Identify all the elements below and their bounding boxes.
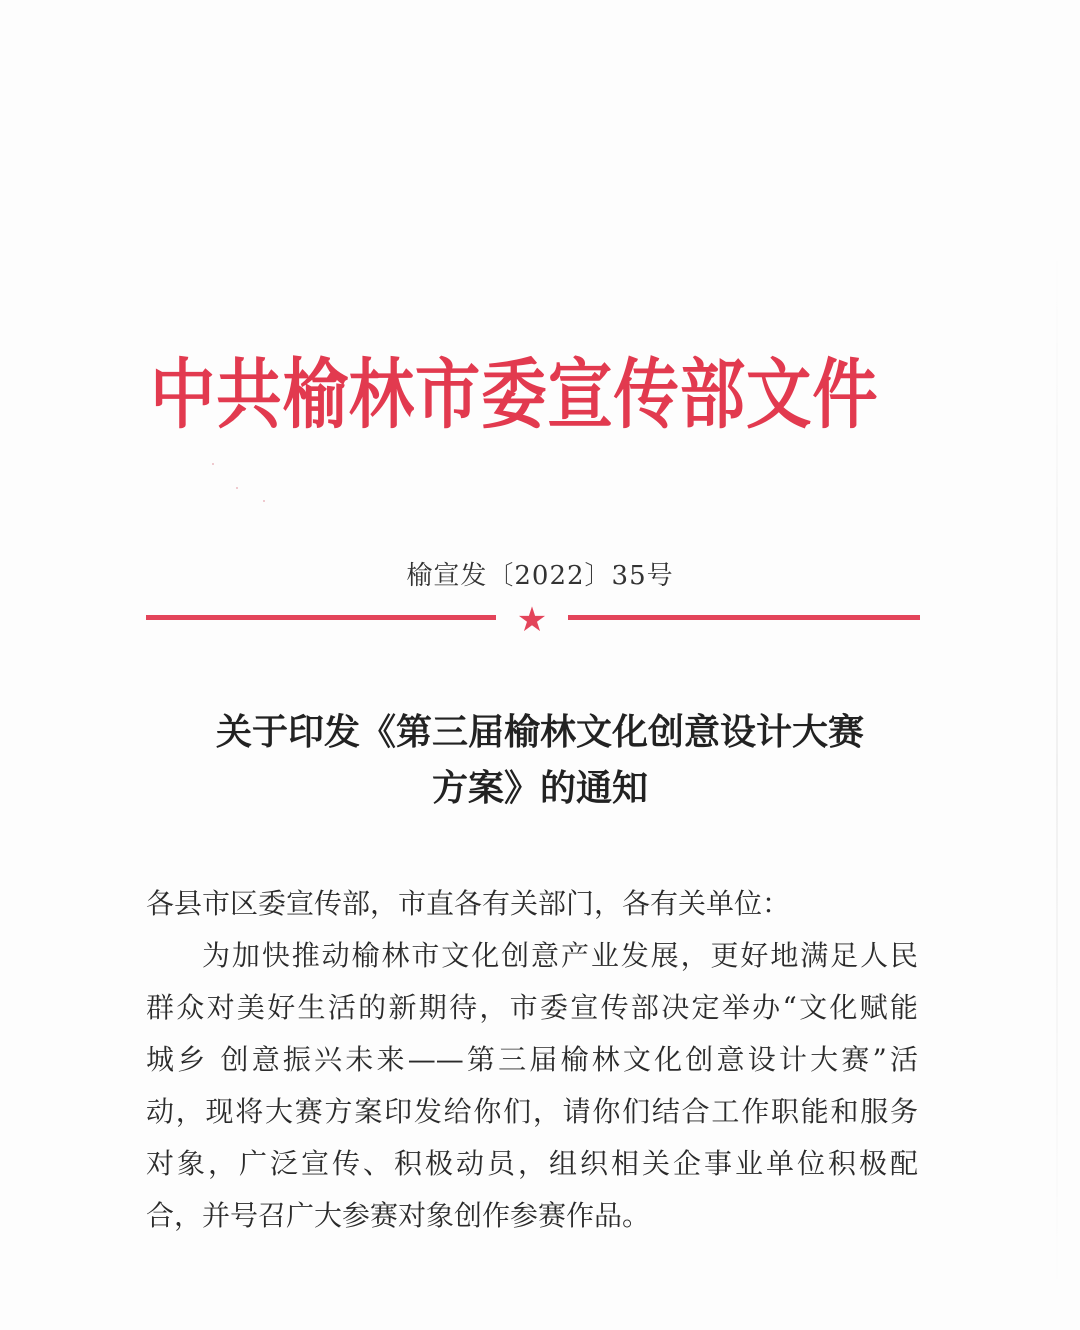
body-paragraph — [146, 930, 918, 1242]
paragraph-line: 合，并号召广大参赛对象创作参赛作品。 — [146, 1199, 651, 1232]
salutation: 各县市区委宣传部，市直各有关部门，各有关单位： — [146, 887, 791, 920]
paragraph-line: 动，现将大赛方案印发给你们，请你们结合工作职能和服务 — [146, 1095, 918, 1128]
red-rule-left — [146, 615, 496, 620]
notice-title-line: 关于印发《第三届榆林文化创意设计大赛 — [215, 712, 864, 753]
scan-speck — [212, 463, 214, 465]
star-icon: ★ — [516, 600, 548, 640]
scan-speck — [236, 487, 238, 489]
paragraph-line: 为加快推动榆林市文化创意产业发展，更好地满足人民 — [202, 939, 918, 972]
notice-title — [0, 705, 1080, 817]
paragraph-line: 城乡 创意振兴未来——第三届榆林文化创意设计大赛”活 — [146, 1043, 918, 1076]
notice-title-line: 方案》的通知 — [431, 768, 648, 809]
scan-speck — [263, 500, 265, 502]
paragraph-line: 对象，广泛宣传、积极动员，组织相关企事业单位积极配 — [146, 1147, 918, 1180]
paragraph-line: 群众对美好生活的新期待，市委宣传部决定举办“文化赋能 — [146, 991, 918, 1024]
masthead-title: 中共榆林市委宣传部文件 — [150, 350, 879, 439]
red-rule-right — [568, 615, 920, 620]
document-number: 榆宣发〔2022〕35号 — [406, 561, 674, 591]
